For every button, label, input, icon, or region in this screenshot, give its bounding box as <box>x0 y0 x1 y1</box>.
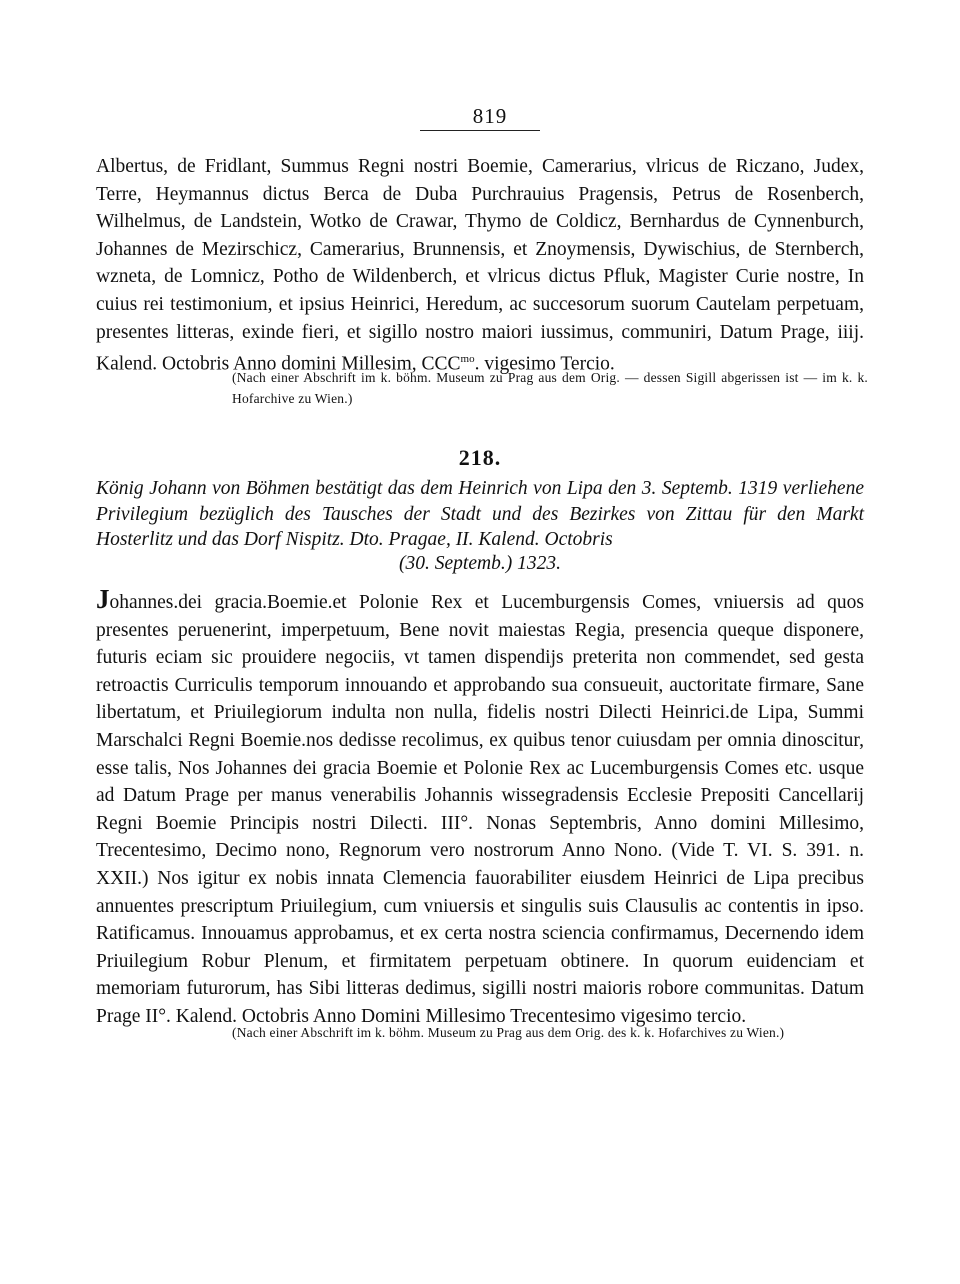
paragraph-1-end: . vigesimo Tercio. <box>474 353 615 375</box>
source-note-2: (Nach einer Abschrift im k. böhm. Museum zu Prag aus dem Orig. des k. k. Hofarchives zu Wien.) <box>232 1025 785 1040</box>
paragraph-1-text: Albertus, de Fridlant, Summus Regni nostri Boemie, Camerarius, vlricus de Riczano, Judex, Terre, Heymannus dictus Berca de Duba Purchrauius Pragensis, Petrus de Rosenberch, Wilhelmus, de Landstein, Wotko de Crawar, Thymo de Coldicz, Bernhardus de Cynnenburch, Johannes de Mezirschicz, Camerarius, Brunnensis, et Znoymensis, Dywischius, de Sternberch, wzneta, de Lomnicz, Potho de Wildenberch, et vlricus dictus Pfluk, Magister Curie nostre, In cuius rei testimonium, et ipsius Heinrici, Heredum, ac succesorum suorum Cautelam perpetuam, presentes litteras, exinde fieri, et sigillo nostro maiori iussimus, communiri, Datum Prage, iiij. Kalend. Octobris Anno domini Millesim, CCC <box>96 156 864 375</box>
paragraph-1 <box>96 153 864 378</box>
document-heading-date: (30. Septemb.) 1323. <box>399 553 561 574</box>
page-number: 819 <box>472 104 508 128</box>
page-number-rule <box>420 130 540 131</box>
document-number: 218. <box>458 445 502 470</box>
initial-letter: J <box>96 584 110 614</box>
paragraph-1-superscript: mo <box>460 353 475 366</box>
source-note-1: (Nach einer Abschrift im k. böhm. Museum zu Prag aus dem Orig. — dessen Sigill abgerissen ist — im k. k. Hofarchive zu Wien.) <box>232 370 868 406</box>
paragraph-2-text: ohannes.dei gracia.Boemie.et Polonie Rex et Lucemburgensis Comes, vniuersis ad quos presentes peruenerint, imperpetuum, Bene novit maiestas Regia, presencia queque disponere, futuris eciam sic prouidere negociis, vt tamen dispendijs preterita non commendet, sed gesta retroactis Curriculis temporum innouando et approbando sua consueuit, auctoritate firmare, Sane libertatum, et Priuilegiorum indulta non nulla, fidelis nostri Dilecti Heinrici.de Lipa, Summi Marschalci Regni Boemie.nos dedisse recolimus, ex quibus tenor cuiusdam per omnia dinoscitur, esse talis, Nos Johannes dei gracia Boemie et Polonie Rex ac Lucemburgensis Comes etc. usque ad Datum Prage per manus venerabilis Johannis wissegradensis Ecclesie Prepositi Cancellarij Regni Boemie Principis nostri Dilecti. III°. Nonas Septembris, Anno domini Millesimo, Trecentesimo, Decimo nono, Regnorum vero nostrorum Anno Nono. (Vide T. VI. S. 391. n. XXII.) Nos igitur ex nobis innata Clemencia fauorabiliter eiusdem Heinrici de Lipa precibus annuentes prescriptum Priuilegium, cum vniuersis et singulis suis Clausulis ac contentis in ipso. Ratificamus. Innouamus approbamus, et ex certa nostra sciencia confirmamus, Decernendo idem Priuilegium Robur Plenum, et firmitatem perpetuam obtinere. In quorum euidenciam et memoriam futurorum, has Sibi litteras dedimus, sigilli nostri maioris robore communitas. Datum Prage II°. Kalend. Octobris Anno Domini Millesimo Trecentesimo vigesimo tercio. <box>96 592 864 1027</box>
paragraph-2 <box>96 584 864 1031</box>
document-heading: König Johann von Böhmen bestätigt das dem Heinrich von Lipa den 3. Septemb. 1319 verliehene Privilegium bezüglich des Tausches der Stadt und des Bezirkes von Zittau für den Markt Hosterlitz und das Dorf Nispitz. Dto. Pragae, II. Kalend. Octobris <box>96 478 864 550</box>
